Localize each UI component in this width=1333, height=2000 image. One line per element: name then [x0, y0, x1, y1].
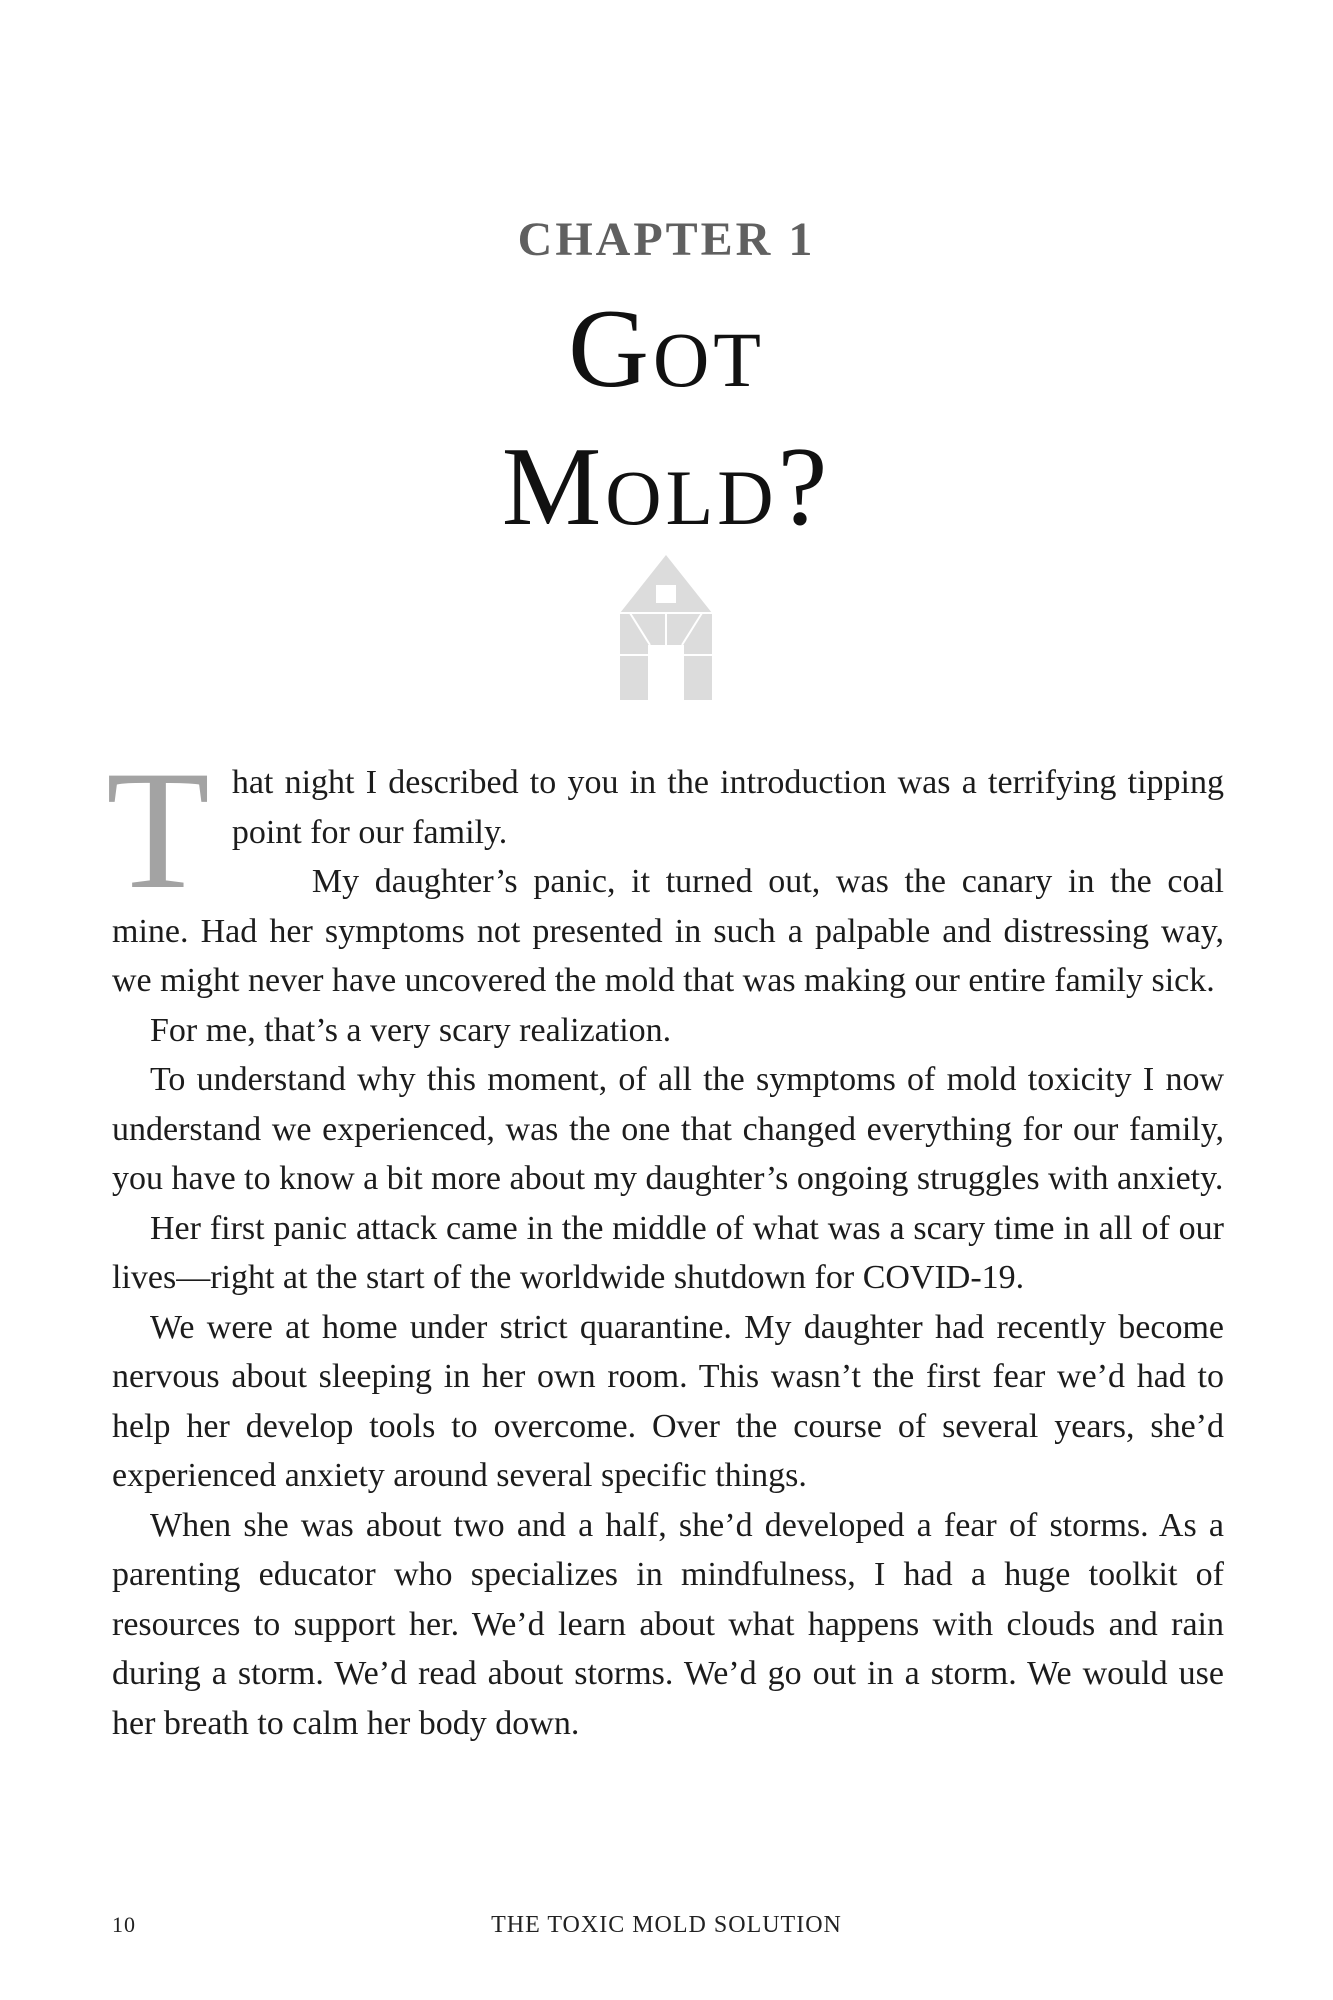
- page-footer: [0, 1912, 1333, 1942]
- chapter-body: [106, 736, 1224, 1748]
- chapter-label: CHAPTER 1: [517, 213, 816, 266]
- paragraph-3: For me, that’s a very scary realization.: [150, 1011, 672, 1049]
- chapter-title-line-1: Got: [568, 287, 765, 411]
- paragraph-1-text: hat night I described to you in the introduction was a terrifying tipping point for our family.: [231, 764, 1224, 851]
- page-number: 10: [112, 1912, 136, 1937]
- chapter-title-line-2: Mold?: [501, 425, 832, 549]
- drop-cap: T: [106, 736, 210, 924]
- paragraph-1: [106, 736, 1224, 924]
- running-title: THE TOXIC MOLD SOLUTION: [491, 1912, 842, 1938]
- chapter-title: [0, 280, 1333, 556]
- paragraph-4: To understand why this moment, of all the symptoms of mold toxicity I now understand we experienced, was the one that changed everything for our family, you have to know a bit more about my daughter’s ongoing struggles with anxiety.: [112, 1061, 1224, 1197]
- paragraph-5: Her first panic attack came in the middle of what was a scary time in all of our lives—right at the start of the worldwide shutdown for COVID-19.: [112, 1209, 1224, 1296]
- paragraph-6: We were at home under strict quarantine. My daughter had recently become nervous about sleeping in her own room. This wasn’t the first fear we’d had to help her develop tools to overcome. Over the course of several years, she’d experienced anxiety around several specific things.: [112, 1308, 1224, 1494]
- house-icon: [620, 555, 712, 700]
- paragraph-7: When she was about two and a half, she’d developed a fear of storms. As a parenting educator who specializes in mindfulness, I had a huge toolkit of resources to support her. We’d learn about what happens with clouds and rain during a storm. We’d read about storms. We’d go out in a storm. We would use her breath to calm her body down.: [112, 1506, 1224, 1742]
- paragraph-2: My daughter’s panic, it turned out, was the canary in the coal mine. Had her symptoms not presented in such a palpable and distressing way, we might never have uncovered the mold that was making our entire family sick.: [112, 863, 1224, 999]
